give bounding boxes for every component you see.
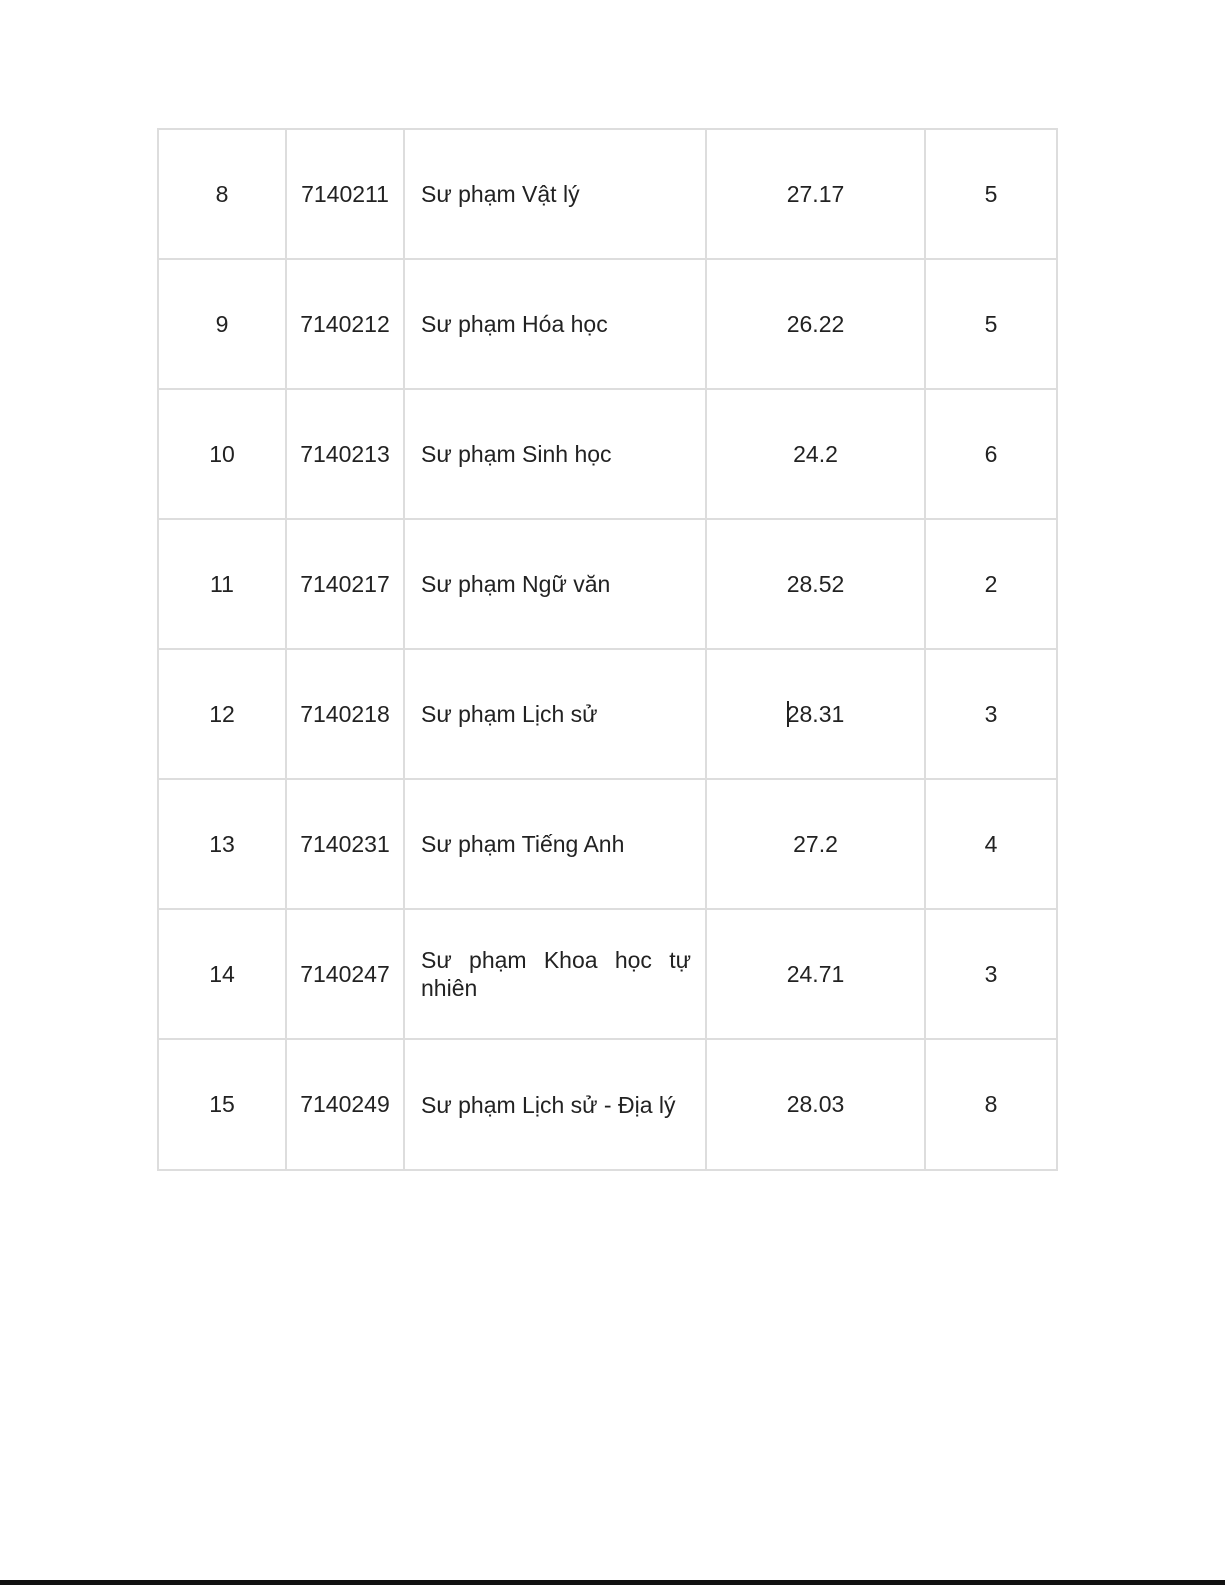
score-cell[interactable]: 27.2 [706,779,925,909]
major-name-cell[interactable]: Sư phạm Ngữ văn [404,519,706,649]
major-name-cell[interactable]: Sư phạm Sinh học [404,389,706,519]
table-row [158,649,1057,779]
score-cell[interactable]: 28.52 [706,519,925,649]
table-row [158,1039,1057,1170]
rank-cell[interactable]: 2 [925,519,1057,649]
major-name-cell[interactable]: Sư phạm Vật lý [404,129,706,259]
admission-score-table [157,128,1058,1171]
row-number-cell[interactable]: 8 [158,129,286,259]
table-row [158,259,1057,389]
rank-cell[interactable]: 3 [925,909,1057,1039]
table-row [158,909,1057,1039]
score-cell[interactable]: 28.03 [706,1039,925,1170]
table-row [158,389,1057,519]
major-name-cell[interactable]: Sư phạm Hóa học [404,259,706,389]
major-name-cell[interactable]: Sư phạm Lịch sử - Địa lý [404,1039,706,1170]
score-cell[interactable]: 24.71 [706,909,925,1039]
score-value: 28.31 [786,700,845,727]
major-code-cell[interactable]: 7140213 [286,389,404,519]
major-name-cell[interactable]: Sư phạm Tiếng Anh [404,779,706,909]
major-name-cell[interactable]: Sư phạm Lịch sử [404,649,706,779]
row-number-cell[interactable]: 10 [158,389,286,519]
major-code-cell[interactable]: 7140249 [286,1039,404,1170]
bottom-edge-bar [0,1580,1225,1585]
major-code-cell[interactable]: 7140211 [286,129,404,259]
table-row [158,129,1057,259]
table-row [158,519,1057,649]
rank-cell[interactable]: 5 [925,259,1057,389]
row-number-cell[interactable]: 14 [158,909,286,1039]
row-number-cell[interactable]: 11 [158,519,286,649]
score-cell[interactable]: 24.2 [706,389,925,519]
rank-cell[interactable]: 5 [925,129,1057,259]
table-row [158,779,1057,909]
score-cell[interactable]: 27.17 [706,129,925,259]
row-number-cell[interactable]: 13 [158,779,286,909]
major-code-cell[interactable]: 7140212 [286,259,404,389]
rank-cell[interactable]: 4 [925,779,1057,909]
rank-cell[interactable]: 6 [925,389,1057,519]
major-code-cell[interactable]: 7140218 [286,649,404,779]
page-break-edge [155,122,1058,128]
score-cell-with-cursor[interactable] [706,649,925,779]
row-number-cell[interactable]: 12 [158,649,286,779]
major-code-cell[interactable]: 7140247 [286,909,404,1039]
major-name-cell[interactable]: Sư phạm Khoa học tự nhiên [404,909,706,1039]
major-code-cell[interactable]: 7140231 [286,779,404,909]
score-cell[interactable]: 26.22 [706,259,925,389]
row-number-cell[interactable]: 9 [158,259,286,389]
row-number-cell[interactable]: 15 [158,1039,286,1170]
rank-cell[interactable]: 8 [925,1039,1057,1170]
rank-cell[interactable]: 3 [925,649,1057,779]
major-code-cell[interactable]: 7140217 [286,519,404,649]
